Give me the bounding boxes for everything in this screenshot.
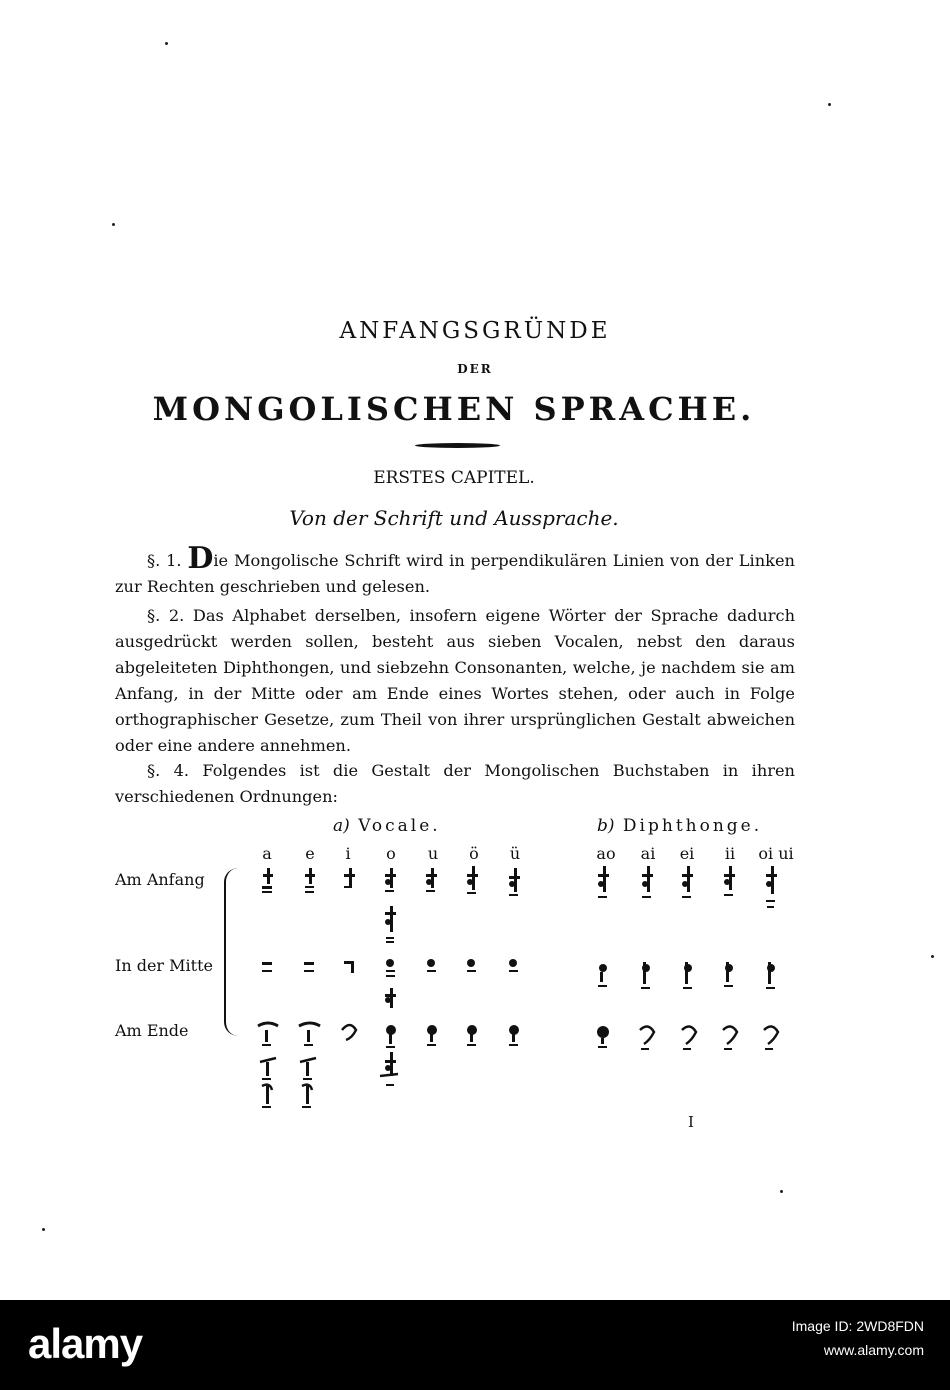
- glyph-ende-o: [386, 1025, 396, 1048]
- section-mark-4: §. 4.: [147, 761, 190, 780]
- glyph-ende-ai: [640, 1026, 654, 1050]
- diph-col-ii: ii: [724, 844, 736, 863]
- glyph-ende-u: [427, 1025, 437, 1046]
- glyph-ende-e-alt2: [302, 1085, 312, 1108]
- glyph-mitte-o-alt: [385, 988, 396, 1008]
- vowel-col-i: i: [345, 844, 351, 863]
- scan-speck: [931, 955, 934, 958]
- row-label-ende: Am Ende: [115, 1021, 189, 1040]
- row-label-mitte: In der Mitte: [115, 956, 213, 975]
- glyph-ende-o-alt: [380, 1052, 398, 1086]
- diphthonge-marker: b): [597, 816, 615, 836]
- glyph-anfang-oe: [467, 866, 478, 894]
- glyph-mitte-ai: [641, 962, 650, 989]
- title-line-2: DER: [457, 362, 493, 376]
- paragraph-1-text: ie Mongolische Schrift wird in perpendikulären Linien von der Linken zur Rechten geschrieben und gelesen.: [115, 551, 795, 596]
- glyph-mitte-ao: [598, 964, 607, 987]
- page-number: I: [688, 1113, 694, 1131]
- glyph-anfang-ao: [598, 866, 609, 898]
- vowel-col-ue: ü: [509, 844, 521, 863]
- glyph-ende-ao: [597, 1026, 609, 1048]
- image-id: Image ID: 2WD8FDN: [791, 1318, 924, 1334]
- glyph-mitte-ii: [724, 962, 733, 987]
- glyph-anfang-u: [426, 868, 437, 892]
- scan-speck: [42, 1228, 45, 1231]
- vowel-col-e: e: [305, 844, 315, 863]
- section-mark-1: §. 1.: [147, 551, 182, 570]
- glyph-mitte-o: [386, 959, 395, 977]
- title-line-1: ANFANGSGRÜNDE: [339, 318, 611, 344]
- vowel-col-oe: ö: [469, 844, 479, 863]
- initial-letter: D: [187, 541, 214, 576]
- glyph-mitte-ei: [683, 962, 692, 989]
- glyph-mitte-e: [304, 962, 314, 972]
- vocale-label: Vocale.: [358, 816, 441, 836]
- glyph-anfang-o: [385, 868, 396, 892]
- glyph-anfang-e: [305, 868, 315, 893]
- glyph-ende-ii: [723, 1026, 737, 1050]
- paragraph-2-text: Das Alphabet derselben, insofern eigene Wörter der Sprache dadurch ausgedrückt werden sollen, besteht aus sieben Vocalen, nebst den daraus abgeleiteten Diphthongen, und siebzehn Consonanten, welche, je nachdem sie am Anfang, in der Mitte oder am Ende eines Wortes stehen, oder auch in Folge orthographischer Gesetze, zum Theil von ihrer ursprünglichen Gestalt abweichen oder eine andere annehmen.: [115, 606, 795, 755]
- glyph-anfang-oi: [766, 866, 777, 908]
- scan-speck: [780, 1190, 783, 1193]
- diph-col-ei: ei: [679, 844, 695, 863]
- scan-speck: [112, 223, 115, 226]
- glyph-ende-oe: [467, 1025, 477, 1046]
- watermark-url: www.alamy.com: [823, 1342, 924, 1358]
- glyph-ende-a-alt1: [260, 1058, 276, 1080]
- vowel-col-o: o: [386, 844, 396, 863]
- section-mark-2: §. 2.: [147, 606, 185, 625]
- glyph-ende-a-alt2: [262, 1085, 272, 1108]
- glyph-anfang-a: [262, 868, 273, 893]
- glyph-ende-oi: [764, 1026, 778, 1050]
- stock-watermark-bar: [0, 1300, 950, 1390]
- glyph-mitte-i: [344, 961, 354, 973]
- glyph-anfang-ei: [682, 866, 693, 898]
- title-line-3: MONGOLISCHEN SPRACHE.: [152, 390, 756, 428]
- diph-col-oi-ui: oi ui: [758, 844, 794, 863]
- glyph-mitte-oe: [467, 959, 476, 972]
- glyph-anfang-ai: [642, 866, 653, 898]
- glyph-mitte-u: [427, 959, 436, 972]
- vowel-col-u: u: [427, 844, 439, 863]
- glyph-anfang-o-alt: [385, 906, 396, 943]
- glyph-mitte-oi: [766, 962, 775, 989]
- glyph-ende-ue: [509, 1025, 519, 1046]
- scan-speck: [165, 42, 168, 45]
- glyph-anfang-ii: [724, 866, 735, 896]
- scan-speck: [828, 103, 831, 106]
- chapter-heading: ERSTES CAPITEL.: [373, 468, 535, 488]
- glyph-mitte-ue: [509, 959, 518, 972]
- paragraph-4-text: Folgendes ist die Gestalt der Mongolischen Buchstaben in ihren verschiedenen Ordnungen:: [115, 761, 795, 806]
- chapter-subtitle: Von der Schrift und Aussprache.: [289, 506, 619, 530]
- glyph-mitte-a: [262, 962, 272, 972]
- glyph-ende-a: [258, 1023, 278, 1046]
- diph-col-ao: ao: [596, 844, 616, 863]
- glyph-ende-i: [342, 1025, 356, 1040]
- diph-col-ai: ai: [640, 844, 656, 863]
- glyph-ende-e: [299, 1023, 320, 1046]
- glyph-ende-ei: [682, 1026, 696, 1050]
- diphthonge-label: Diphthonge.: [622, 816, 763, 836]
- glyph-anfang-ue: [509, 868, 520, 896]
- glyph-anfang-i: [344, 868, 355, 888]
- glyph-ende-e-alt1: [300, 1058, 316, 1080]
- vocale-marker: a): [333, 816, 350, 836]
- row-label-anfang: Am Anfang: [115, 870, 205, 889]
- vowel-col-a: a: [262, 844, 272, 863]
- alamy-logo: alamy: [28, 1320, 143, 1367]
